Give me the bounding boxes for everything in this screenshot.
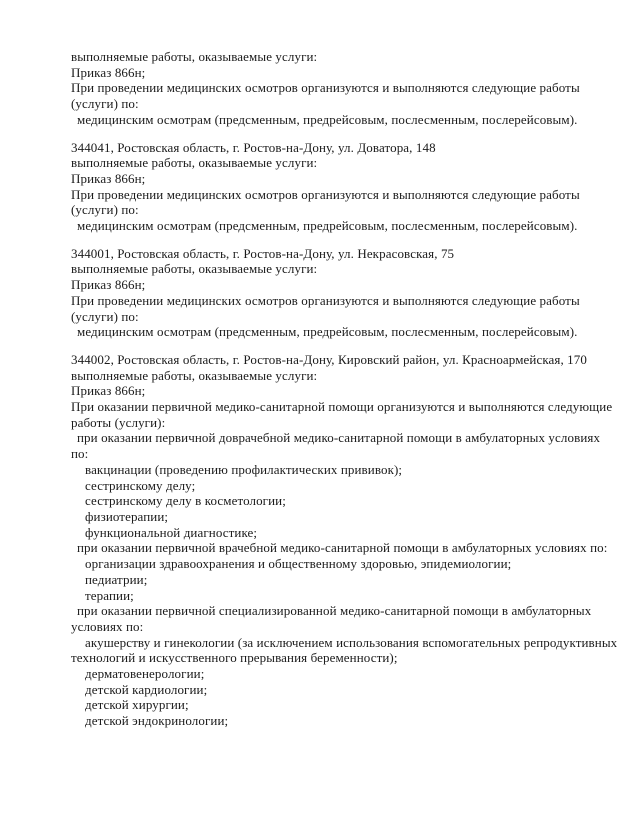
text-line: организации здравоохранения и общественному здоровью, эпидемиологии; [85,556,512,572]
text-line: педиатрии; [85,571,148,587]
text-line: (услуги) по: [71,96,139,112]
text-line: выполняемые работы, оказываемые услуги: [71,367,318,383]
text-line: Приказ 866н; [71,64,146,80]
text-line: (услуги) по: [71,308,139,324]
text-line: при оказании первичной доврачебной медико-санитарной помощи в амбулаторных условиях [77,430,601,446]
section-gap [71,340,616,352]
text-line: терапии; [85,587,134,603]
section-gap [71,234,616,246]
text-line: При проведении медицинских осмотров организуются и выполняются следующие работы [71,80,580,96]
text-line: выполняемые работы, оказываемые услуги: [71,261,318,277]
text-line: по: [71,446,89,462]
text-line: 344002, Ростовская область, г. Ростов-на-Дону, Кировский район, ул. Красноармейская, 170 [71,351,587,367]
text-line: медицинским осмотрам (предсменным, предрейсовым, послесменным, послерейсовым). [77,324,578,340]
text-line: медицинским осмотрам (предсменным, предрейсовым, послесменным, послерейсовым). [77,218,578,234]
text-line: Приказ 866н; [71,170,146,186]
text-line: выполняемые работы, оказываемые услуги: [71,49,318,64]
text-line: детской эндокринологии; [85,713,229,729]
text-line: детской хирургии; [85,697,189,713]
text-line: физиотерапии; [85,508,169,524]
text-line: условиях по: [71,618,144,634]
text-line: медицинским осмотрам (предсменным, предрейсовым, послесменным, послерейсовым). [77,111,578,127]
text-line: При оказании первичной медико-санитарной помощи организуются и выполняются следующие [71,399,613,415]
text-line: (услуги) по: [71,202,139,218]
text-line: при оказании первичной врачебной медико-санитарной помощи в амбулаторных условиях по: [77,540,608,556]
text-line: детской кардиологии; [85,681,208,697]
text-line: Приказ 866н; [71,277,146,293]
text-line: При проведении медицинских осмотров организуются и выполняются следующие работы [71,292,580,308]
text-line: сестринскому делу; [85,477,196,493]
section-gap [71,128,616,140]
text-line: сестринскому делу в косметологии; [85,493,286,509]
text-line: при оказании первичной специализированной медико-санитарной помощи в амбулаторных [77,603,592,619]
text-line: акушерству и гинекологии (за исключением использования вспомогательных репродуктивных [85,634,618,650]
text-line: При проведении медицинских осмотров организуются и выполняются следующие работы [71,186,580,202]
text-line: функциональной диагностике; [85,524,258,540]
text-line: технологий и искусственного прерывания беременности); [71,650,398,666]
text-line: работы (услуги): [71,414,166,430]
text-line: 344001, Ростовская область, г. Ростов-на-Дону, ул. Некрасовская, 75 [71,245,455,261]
text-line: вакцинации (проведению профилактических прививок); [85,461,403,477]
text-line: Приказ 866н; [71,383,146,399]
text-line: 344041, Ростовская область, г. Ростов-на-Дону, ул. Доватора, 148 [71,139,436,155]
document-text-content [71,49,616,729]
text-line: дерматовенерологии; [85,666,205,682]
text-line: выполняемые работы, оказываемые услуги: [71,155,318,171]
